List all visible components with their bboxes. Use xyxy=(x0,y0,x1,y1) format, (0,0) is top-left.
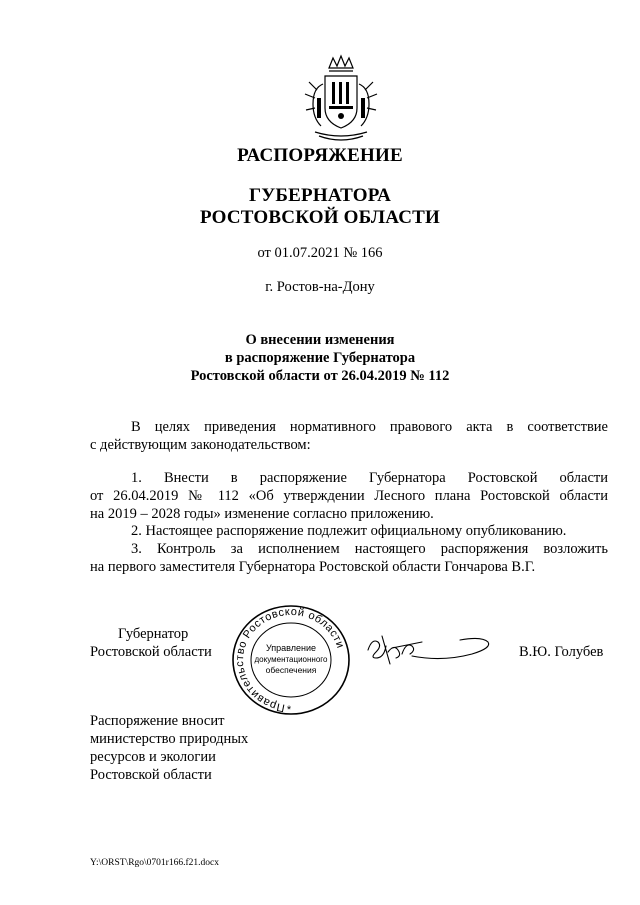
stamp-star: * xyxy=(286,704,292,716)
preamble-line-2: с действующим законодательством: xyxy=(90,437,311,453)
stamp-inner-line-2: документационного xyxy=(254,655,328,664)
item-3-line-2: на первого заместителя Губернатора Ростовской области Гончарова В.Г. xyxy=(90,559,536,575)
item-3 xyxy=(90,540,608,576)
stamp-inner-line-1: Управление xyxy=(265,643,317,653)
submitted-by-line-4: Ростовской области xyxy=(90,767,212,783)
submitted-by-line-3: ресурсов и экологии xyxy=(90,749,216,765)
stamp-inner-line-3: обеспечения xyxy=(265,665,317,675)
item-1-line-1: 1. Внести в распоряжение Губернатора Ростовской области xyxy=(131,470,608,486)
subject-line-2: в распоряжение Губернатора xyxy=(224,350,416,366)
stamp-ring-text: Правительство Ростовской области xyxy=(233,605,347,714)
handwritten-signature xyxy=(362,628,497,668)
coat-of-arms-emblem xyxy=(299,54,383,146)
document-city: г. Ростов-на-Дону xyxy=(265,279,375,295)
item-1-line-3: на 2019 – 2028 годы» изменение согласно приложению. xyxy=(90,506,434,522)
document-date-number: от 01.07.2021 № 166 xyxy=(257,245,383,261)
document-title: РАСПОРЯЖЕНИЕ xyxy=(237,145,403,166)
preamble-line-1: В целях приведения нормативного правового акта в соответствие xyxy=(131,419,608,435)
signer-position-line-2: Ростовской области xyxy=(90,644,212,660)
subject-line-1: О внесении изменения xyxy=(245,332,395,348)
item-1 xyxy=(90,469,608,523)
footer-file-path: Y:\ORST\Rgo\0701r166.f21.docx xyxy=(90,858,219,868)
issuer-line-1: ГУБЕРНАТОРА xyxy=(248,185,391,206)
preamble xyxy=(90,418,608,454)
item-1-line-2: от 26.04.2019 № 112 «Об утверждении Лесного плана Ростовской области xyxy=(90,488,608,504)
subject-line-3: Ростовской области от 26.04.2019 № 112 xyxy=(190,368,450,384)
item-2: 2. Настоящее распоряжение подлежит официальному опубликованию. xyxy=(131,523,567,539)
signer-position-line-1: Губернатор xyxy=(118,626,189,642)
issuer-line-2: РОСТОВСКОЙ ОБЛАСТИ xyxy=(199,207,440,228)
submitted-by-line-2: министерство природных xyxy=(90,731,249,747)
official-stamp xyxy=(230,603,352,717)
signer-name: В.Ю. Голубев xyxy=(519,644,604,660)
submitted-by-line-1: Распоряжение вносит xyxy=(90,713,225,729)
item-3-line-1: 3. Контроль за исполнением настоящего распоряжения возложить xyxy=(131,541,608,557)
